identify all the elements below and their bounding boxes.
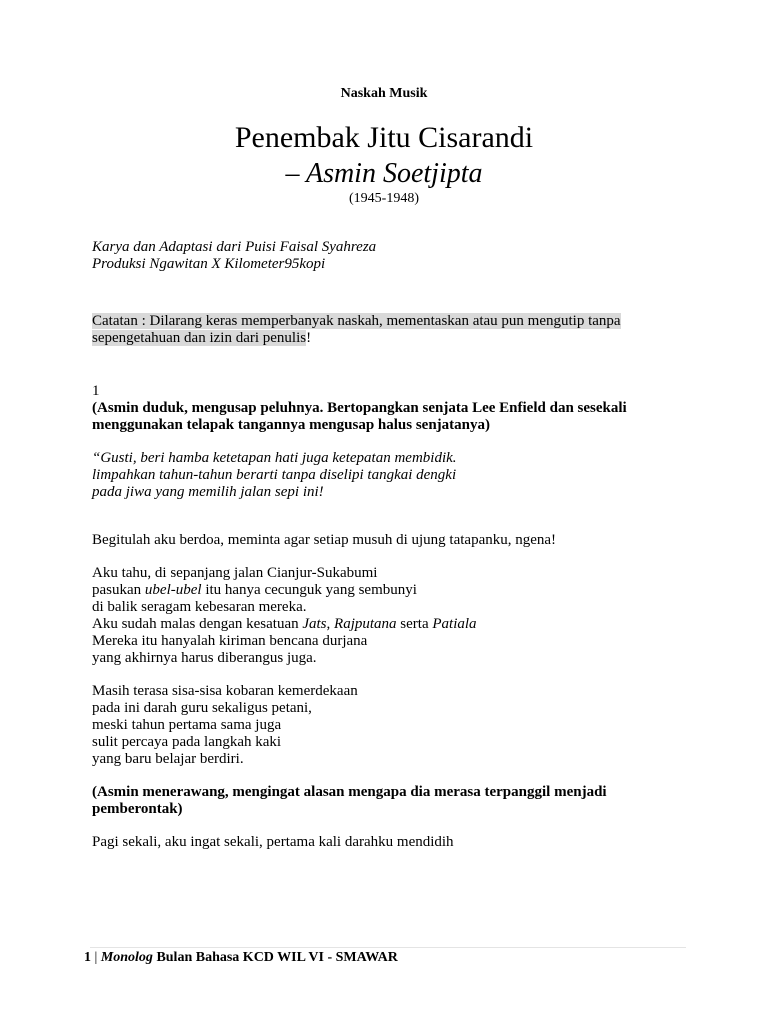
footer-event: Bulan Bahasa KCD WIL VI - SMAWAR [152, 950, 398, 965]
text-run-italic: Rajputana [334, 616, 397, 632]
text-run: Aku sudah malas dengan kesatuan [92, 616, 303, 632]
text-run-italic: ubel-ubel [144, 582, 202, 598]
paragraph-1: Begitulah aku berdoa, meminta agar setiap musuh di ujung tatapanku, ngena! [92, 532, 557, 548]
copyright-note [92, 313, 662, 347]
paragraph-2: Pagi sekali, aku ingat sekali, pertama kali darahku mendidih [92, 834, 454, 850]
prayer-line-2: limpahkan tahun-tahun berarti tanpa diselipi tangkai dengki [92, 467, 457, 483]
footer-separator: | [91, 950, 101, 965]
document-body [92, 239, 662, 851]
footer-genre: Monolog [100, 950, 153, 965]
credits-production: Produksi Ngawitan X Kilometer95kopi [92, 256, 326, 272]
scene-number: 1 [92, 383, 100, 399]
stanza-1 [92, 565, 662, 667]
stanza-1-line-3: di balik seragam kebesaran mereka. [92, 599, 307, 615]
text-run: pasukan [92, 582, 145, 598]
stanza-1-line-1: Aku tahu, di sepanjang jalan Cianjur-Sukabumi [92, 565, 378, 581]
stage-direction-2b: pemberontak) [92, 801, 183, 817]
text-run: itu hanya cecunguk yang sembunyi [201, 582, 417, 598]
text-run-italic: Patiala [432, 616, 477, 632]
text-run: serta [396, 616, 433, 632]
stage-direction-1b: menggunakan telapak tangannya mengusap halus senjatanya) [92, 417, 491, 433]
text-run-italic: Jats [302, 616, 327, 632]
stanza-2-line-2: pada ini darah guru sekaligus petani, [92, 700, 312, 716]
page-footer [84, 950, 398, 966]
stanza-1-line-4 [92, 616, 662, 633]
footer-divider [90, 947, 686, 948]
stanza-2-line-4: sulit percaya pada langkah kaki [92, 734, 282, 750]
note-line-1: Catatan : Dilarang keras memperbanyak naskah, mementaskan atau pun mengutip tanpa [92, 313, 621, 329]
stanza-2-line-1: Masih terasa sisa-sisa kobaran kemerdekaan [92, 683, 358, 699]
stanza-2-line-5: yang baru belajar berdiri. [92, 751, 244, 767]
page-title: Penembak Jitu Cisarandi [234, 121, 534, 154]
stanza-1-line-5: Mereka itu hanyalah kiriman bencana durjana [92, 633, 368, 649]
stanza-1-line-2 [92, 582, 662, 599]
credits-author: Karya dan Adaptasi dari Puisi Faisal Syahreza [92, 239, 377, 255]
stage-direction-2a: (Asmin menerawang, mengingat alasan mengapa dia merasa terpanggil menjadi [92, 784, 607, 800]
note-line-2-end: ! [306, 330, 312, 346]
prayer-line-1: “Gusti, beri hamba ketetapan hati juga ketepatan membidik. [92, 450, 457, 466]
text-run: , [326, 616, 335, 632]
page-number: 1 [84, 950, 91, 965]
note-line-2: sepengetahuan dan izin dari penulis [92, 330, 307, 346]
stanza-2 [92, 683, 662, 768]
period-years: (1945-1948) [349, 191, 419, 206]
credits [92, 239, 662, 273]
page-subtitle: – Asmin Soetjipta [285, 158, 483, 189]
prayer-line-3: pada jiwa yang memilih jalan sepi ini! [92, 484, 324, 500]
document-type: Naskah Musik [340, 86, 428, 101]
stanza-2-line-3: meski tahun pertama sama juga [92, 717, 282, 733]
stage-direction-1a: (Asmin duduk, mengusap peluhnya. Bertopangkan senjata Lee Enfield dan sesekali [92, 400, 627, 416]
stanza-1-line-6: yang akhirnya harus diberangus juga. [92, 650, 317, 666]
